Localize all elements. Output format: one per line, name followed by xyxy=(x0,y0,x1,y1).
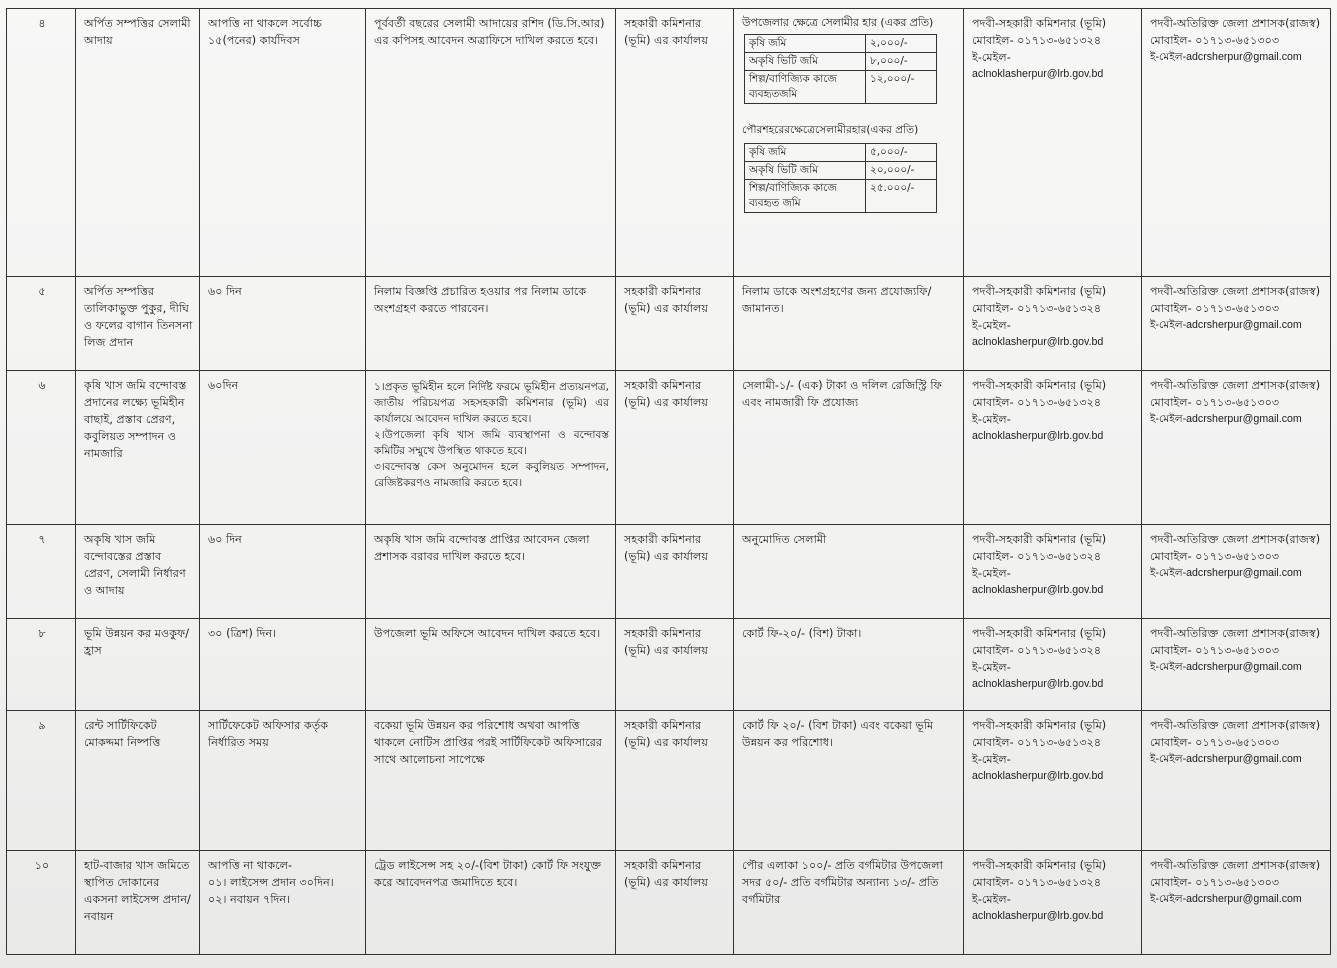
table-row xyxy=(7,9,1331,277)
contact-adc-cell xyxy=(1142,277,1331,371)
serial-cell: ৫ xyxy=(7,277,76,371)
rate-value: ৫,০০০/- xyxy=(866,144,937,162)
contact-email-label: ই-মেইল- xyxy=(972,753,1011,766)
time-limit-cell: ৩০ (ত্রিশ) দিন। xyxy=(200,619,366,711)
contact-email-label: ই-মেইল- xyxy=(972,51,1011,64)
service-name-cell: অকৃষি খাস জমি বন্দোবস্তের প্রস্তাব প্রেরণ, সেলামী নির্ধারণ ও আদায় xyxy=(76,525,200,619)
contact-mobile: মোবাইল- ০১৭১৩-৬৫১৩০৩ xyxy=(1150,550,1280,563)
time-limit-cell: ৬০ দিন xyxy=(200,525,366,619)
rate-label: কৃষি জমি xyxy=(745,35,866,53)
serial-cell: ৯ xyxy=(7,711,76,851)
contact-title: পদবী-অতিরিক্ত জেলা প্রশাসক(রাজস্ব) xyxy=(1150,17,1321,30)
contact-ac-land-cell xyxy=(964,371,1142,525)
upazila-rate-table xyxy=(744,34,937,104)
contact-email[interactable]: ই-মেইল-adcrsherpur@gmail.com xyxy=(1150,567,1302,579)
procedure-step: ২।উপজেলা কৃষি খাস জমি ব্যবস্থাপনা ও বন্দোবস্ত কমিটির সম্মুখে উপস্থিত থাকতে হবে। xyxy=(374,429,609,457)
contact-mobile: মোবাইল- ০১৭১৩-৬৫১৩০৩ xyxy=(1150,396,1280,409)
contact-mobile: মোবাইল- ০১৭১৩-৬৫১৩২৪ xyxy=(972,644,1102,657)
procedure-step: ৩।বন্দোবস্ত কেস অনুমোদন হলে কবুলিয়ত সম্পাদন, রেজিষ্টকরণও নামজারি করতে হবে। xyxy=(374,461,609,489)
rate-row xyxy=(745,180,937,213)
procedure-cell: উপজেলা ভূমি অফিসে আবেদন দাখিল করতে হবে। xyxy=(366,619,616,711)
serial-cell: ১০ xyxy=(7,851,76,955)
contact-title: পদবী-সহকারী কমিশনার (ভূমি) xyxy=(972,719,1107,732)
rate-value: ২৫.০০০/- xyxy=(866,180,937,213)
service-name-cell: ভূমি উন্নয়ন কর মওকুফ/হ্রাস xyxy=(76,619,200,711)
rate-row xyxy=(745,53,937,71)
contact-mobile: মোবাইল- ০১৭১৩-৬৫১৩২৪ xyxy=(972,34,1102,47)
fee-cell: পৌর এলাকা ১০০/- প্রতি বর্গমিটার উপজেলা সদর ৫০/- প্রতি বর্গমিটার অন্যান্য ১৩/- প্রতি বর্গমিটার xyxy=(734,851,964,955)
procedure-cell xyxy=(366,371,616,525)
rate-label: অকৃষি ভিটি জমি xyxy=(745,53,866,71)
contact-title: পদবী-অতিরিক্ত জেলা প্রশাসক(রাজস্ব) xyxy=(1150,719,1321,732)
time-line: আপত্তি না থাকলে- xyxy=(208,859,293,872)
contact-title: পদবী-সহকারী কমিশনার (ভূমি) xyxy=(972,285,1107,298)
contact-mobile: মোবাইল- ০১৭১৩-৬৫১৩০৩ xyxy=(1150,876,1280,889)
time-line: ০১। লাইসেন্স প্রদান ৩০দিন। xyxy=(208,876,334,889)
contact-email[interactable]: aclnoklasherpur@lrb.gov.bd xyxy=(972,910,1104,922)
office-cell: সহকারী কমিশনার (ভূমি) এর কার্যালয় xyxy=(616,525,734,619)
contact-mobile: মোবাইল- ০১৭১৩-৬৫১৩০৩ xyxy=(1150,302,1280,315)
rate-label: শিল্প/বাণিজ্যিক কাজে ব্যবহৃতজমি xyxy=(745,71,866,104)
contact-title: পদবী-অতিরিক্ত জেলা প্রশাসক(রাজস্ব) xyxy=(1150,379,1321,392)
serial-cell: ৬ xyxy=(7,371,76,525)
contact-mobile: মোবাইল- ০১৭১৩-৬৫১৩২৪ xyxy=(972,876,1102,889)
procedure-step: ১।প্রকৃত ভূমিহীন হলে নির্দিষ্ট ফরমে ভূমিহীন প্রত্যয়নপত্র, জাতীয় পরিচয়পত্র সহসহকারী কমিশনার (ভূমি) এর কার্যালয়ে আবেদন দাখিল করতে হবে। xyxy=(374,381,609,425)
contact-adc-cell xyxy=(1142,851,1331,955)
service-name-cell: অর্পিত সম্পত্তির সেলামী আদায় xyxy=(76,9,200,277)
fee-cell: নিলাম ডাকে অংশগ্রহণের জন্য প্রযোজ্যফি/জামানত। xyxy=(734,277,964,371)
contact-adc-cell xyxy=(1142,9,1331,277)
procedure-cell: বকেয়া ভূমি উন্নয়ন কর পরিশোধ অথবা আপত্তি থাকলে নোটিস প্রাপ্তির পরই সার্টিফিকেট অফিসারের সাথে আলোচনা সাপেক্ষে xyxy=(366,711,616,851)
contact-email-label: ই-মেইল- xyxy=(972,413,1011,426)
contact-mobile: মোবাইল- ০১৭১৩-৬৫১৩২৪ xyxy=(972,396,1102,409)
rate-label: অকৃষি ভিটি জমি xyxy=(745,162,866,180)
contact-email[interactable]: aclnoklasherpur@lrb.gov.bd xyxy=(972,678,1104,690)
time-limit-cell: আপত্তি না থাকলে সর্বোচ্চ ১৫(পনের) কার্যদিবস xyxy=(200,9,366,277)
office-cell: সহকারী কমিশনার (ভূমি) এর কার্যালয় xyxy=(616,711,734,851)
contact-email-label: ই-মেইল- xyxy=(972,661,1011,674)
contact-email[interactable]: aclnoklasherpur@lrb.gov.bd xyxy=(972,430,1104,442)
contact-email-label: ই-মেইল- xyxy=(972,567,1011,580)
office-cell: সহকারী কমিশনার (ভূমি) এর কার্যালয় xyxy=(616,851,734,955)
contact-email[interactable]: ই-মেইল-adcrsherpur@gmail.com xyxy=(1150,413,1302,425)
contact-email-label: ই-মেইল- xyxy=(972,319,1011,332)
service-name-cell: কৃষি খাস জমি বন্দোবস্ত প্রদানের লক্ষ্যে ভূমিহীন বাছাই, প্রস্তাব প্রেরণ, কবুলিয়ত সম্পাদন ও নামজারি xyxy=(76,371,200,525)
contact-email[interactable]: aclnoklasherpur@lrb.gov.bd xyxy=(972,336,1104,348)
contact-adc-cell xyxy=(1142,711,1331,851)
serial-cell: ৮ xyxy=(7,619,76,711)
fee-cell xyxy=(734,9,964,277)
contact-ac-land-cell xyxy=(964,525,1142,619)
procedure-cell: নিলাম বিজ্ঞপ্তি প্রচারিত হওয়ার পর নিলাম ডাকে অংশগ্রহণ করতে পারবেন। xyxy=(366,277,616,371)
contact-adc-cell xyxy=(1142,619,1331,711)
contact-title: পদবী-সহকারী কমিশনার (ভূমি) xyxy=(972,533,1107,546)
contact-title: পদবী-অতিরিক্ত জেলা প্রশাসক(রাজস্ব) xyxy=(1150,533,1321,546)
contact-email[interactable]: ই-মেইল-adcrsherpur@gmail.com xyxy=(1150,661,1302,673)
procedure-cell: ট্রেড লাইসেন্স সহ ২০/-(বিশ টাকা) কোর্ট ফি সংযুক্ত করে আবেদনপত্র জমাদিতে হবে। xyxy=(366,851,616,955)
contact-email[interactable]: ই-মেইল-adcrsherpur@gmail.com xyxy=(1150,51,1302,63)
contact-title: পদবী-অতিরিক্ত জেলা প্রশাসক(রাজস্ব) xyxy=(1150,627,1321,640)
fee-cell: অনুমোদিত সেলামী xyxy=(734,525,964,619)
contact-title: পদবী-সহকারী কমিশনার (ভূমি) xyxy=(972,859,1107,872)
contact-adc-cell xyxy=(1142,371,1331,525)
fee-cell: সেলামী-১/- (এক) টাকা ও দলিল রেজিস্ট্রি ফি এবং নামজারী ফি প্রযোজ্য xyxy=(734,371,964,525)
contact-email-label: ই-মেইল- xyxy=(972,893,1011,906)
time-limit-cell: ৬০ দিন xyxy=(200,277,366,371)
rate-label: কৃষি জমি xyxy=(745,144,866,162)
table-row xyxy=(7,711,1331,851)
time-limit-cell xyxy=(200,851,366,955)
contact-mobile: মোবাইল- ০১৭১৩-৬৫১৩০৩ xyxy=(1150,644,1280,657)
table-row xyxy=(7,371,1331,525)
rate-row xyxy=(745,35,937,53)
contact-email[interactable]: aclnoklasherpur@lrb.gov.bd xyxy=(972,68,1104,80)
table-row xyxy=(7,851,1331,955)
service-table xyxy=(6,8,1331,955)
contact-title: পদবী-সহকারী কমিশনার (ভূমি) xyxy=(972,627,1107,640)
fee-heading: উপজেলার ক্ষেত্রে সেলামীর হার (একর প্রতি) xyxy=(742,16,934,29)
office-cell: সহকারী কমিশনার (ভূমি) এর কার্যালয় xyxy=(616,619,734,711)
contact-adc-cell xyxy=(1142,525,1331,619)
contact-title: পদবী-অতিরিক্ত জেলা প্রশাসক(রাজস্ব) xyxy=(1150,285,1321,298)
contact-title: পদবী-সহকারী কমিশনার (ভূমি) xyxy=(972,379,1107,392)
procedure-cell: পূর্ববর্তী বছরের সেলামী আদায়ের রশিদ (ডি.সি.আর) এর কপিসহ আবেদন অত্রাফিসে দাখিল করতে হবে। xyxy=(366,9,616,277)
service-name-cell: হাট-বাজার খাস জমিতে স্থাপিত দোকানের একসনা লাইসেন্স প্রদান/নবায়ন xyxy=(76,851,200,955)
contact-email[interactable]: ই-মেইল-adcrsherpur@gmail.com xyxy=(1150,319,1302,331)
procedure-cell: অকৃষি খাস জমি বন্দোবস্ত প্রাপ্তির আবেদন জেলা প্রশাসক বরাবর দাখিল করতে হবে। xyxy=(366,525,616,619)
contact-title: পদবী-সহকারী কমিশনার (ভূমি) xyxy=(972,17,1107,30)
time-line: ০২। নবায়ন ৭দিন। xyxy=(208,893,291,906)
contact-mobile: মোবাইল- ০১৭১৩-৬৫১৩০৩ xyxy=(1150,34,1280,47)
table-row xyxy=(7,525,1331,619)
contact-title: পদবী-অতিরিক্ত জেলা প্রশাসক(রাজস্ব) xyxy=(1150,859,1321,872)
contact-mobile: মোবাইল- ০১৭১৩-৬৫১৩২৪ xyxy=(972,550,1102,563)
rate-value: ১২,০০০/- xyxy=(866,71,937,104)
contact-ac-land-cell xyxy=(964,277,1142,371)
rate-value: ৮,০০০/- xyxy=(866,53,937,71)
contact-email[interactable]: ই-মেইল-adcrsherpur@gmail.com xyxy=(1150,893,1302,905)
rate-row xyxy=(745,144,937,162)
contact-ac-land-cell xyxy=(964,711,1142,851)
contact-email[interactable]: aclnoklasherpur@lrb.gov.bd xyxy=(972,584,1104,596)
contact-mobile: মোবাইল- ০১৭১৩-৬৫১৩০৩ xyxy=(1150,736,1280,749)
contact-mobile: মোবাইল- ০১৭১৩-৬৫১৩২৪ xyxy=(972,736,1102,749)
fee-cell: কোর্ট ফি ২০/- (বিশ টাকা) এবং বকেয়া ভূমি উন্নয়ন কর পরিশোধ। xyxy=(734,711,964,851)
rate-value: ২,০০০/- xyxy=(866,35,937,53)
contact-ac-land-cell xyxy=(964,851,1142,955)
fee-cell: কোর্ট ফি-২০/- (বিশ) টাকা। xyxy=(734,619,964,711)
rate-label: শিল্প/বাণিজ্যিক কাজে ব্যবহৃত জমি xyxy=(745,180,866,213)
contact-ac-land-cell xyxy=(964,619,1142,711)
time-limit-cell: ৬০দিন xyxy=(200,371,366,525)
office-cell: সহকারী কমিশনার (ভূমি) এর কার্যালয় xyxy=(616,9,734,277)
serial-cell: ৭ xyxy=(7,525,76,619)
municipal-rate-table xyxy=(744,143,937,213)
service-name-cell: অর্পিত সম্পত্তির তালিকাভুক্ত পুকুর, দীঘি ও ফলের বাগান তিনসনা লিজ প্রদান xyxy=(76,277,200,371)
rate-row xyxy=(745,71,937,104)
table-row xyxy=(7,619,1331,711)
serial-cell: ৪ xyxy=(7,9,76,277)
contact-email[interactable]: ই-মেইল-adcrsherpur@gmail.com xyxy=(1150,753,1302,765)
time-limit-cell: সার্টিফেকেট অফিসার কর্তৃক নির্ধারিত সময় xyxy=(200,711,366,851)
contact-email[interactable]: aclnoklasherpur@lrb.gov.bd xyxy=(972,770,1104,782)
office-cell: সহকারী কমিশনার (ভূমি) এর কার্যালয় xyxy=(616,277,734,371)
contact-mobile: মোবাইল- ০১৭১৩-৬৫১৩২৪ xyxy=(972,302,1102,315)
service-name-cell: রেন্ট সার্টিফিকেট মোকদ্দমা নিষ্পত্তি xyxy=(76,711,200,851)
contact-ac-land-cell xyxy=(964,9,1142,277)
rate-row xyxy=(745,162,937,180)
municipal-heading: পৌরশহরেরক্ষেত্রেসেলামীরহার(একর প্রতি) xyxy=(742,124,919,136)
rate-value: ২০,০০০/- xyxy=(866,162,937,180)
table-row xyxy=(7,277,1331,371)
office-cell: সহকারী কমিশনার (ভূমি) এর কার্যালয় xyxy=(616,371,734,525)
